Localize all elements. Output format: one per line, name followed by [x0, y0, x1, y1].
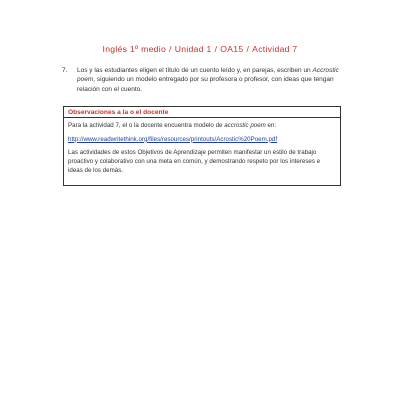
activity-number: 7.: [62, 67, 68, 74]
resource-link[interactable]: http://www.readwritethink.org/files/resources/printouts/Acrostic%20Poem.pdf: [68, 135, 278, 143]
observations-text-part: en:: [267, 122, 277, 129]
activity-text-part: Los y las estudiantes eligen el título de un cuento leído y, en parejas, escriben un: [77, 67, 311, 74]
observations-text-italic: accrostic poem: [224, 122, 266, 129]
activity-text-part: , siguiendo un modelo entregado por su profesora o profesor, con ideas que tengan relación con el cuento.: [77, 76, 334, 93]
header-subject: Inglés 1º medio: [102, 44, 167, 54]
header-activity: Actividad 7: [252, 44, 298, 54]
page-header: [0, 44, 400, 54]
observations-paragraph: [68, 122, 336, 131]
observations-paragraph: [68, 136, 336, 145]
observations-paragraph: Las actividades de estos Objetivos de Aprendizaje permiten manifestar un estilo de trabajo proactivo y colaborativo con una meta en común, y demostrando respeto por los intereses e ideas de los demás.: [68, 149, 321, 174]
observations-title: Observaciones a la o el docente: [64, 107, 340, 118]
header-unit: Unidad 1: [174, 44, 212, 54]
header-separator: /: [169, 44, 172, 54]
observations-box: [63, 106, 341, 186]
observations-body: [64, 118, 340, 176]
observations-text-part: Para la actividad 7, el o la docente encuentra modelo de: [68, 122, 223, 129]
header-separator: /: [246, 44, 250, 54]
activity-description: [77, 66, 347, 94]
activity-text-italic: Accrostic poem: [77, 67, 339, 84]
header-objective: OA15: [220, 44, 244, 54]
header-separator: /: [214, 44, 218, 54]
activity-item: [62, 66, 347, 94]
